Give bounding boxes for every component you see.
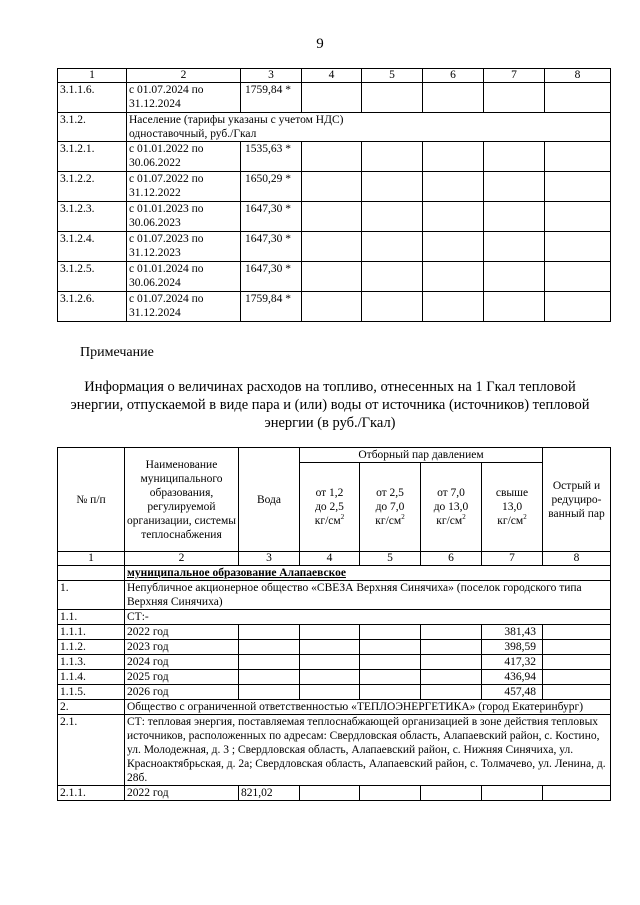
row-number: 1.1.3. xyxy=(58,655,125,670)
col-number: 3 xyxy=(241,69,302,83)
col-number: 7 xyxy=(484,69,545,83)
info-title: Информация о величинах расходов на топливо, отнесенных на 1 Гкал тепловой энергии, отпускаемой в виде пара и (или) воды от источника (источников) тепловой энергии (в руб./Гкал) xyxy=(70,379,590,431)
row-number: 2.1. xyxy=(58,715,125,786)
system-row xyxy=(58,610,611,625)
col-number: 4 xyxy=(302,69,362,83)
row-number: 1.1.5. xyxy=(58,685,125,700)
tariff-value: 1759,84 * xyxy=(241,83,302,113)
municipality-row xyxy=(58,566,611,581)
header-pressure-4: свыше 13,0 $кг/см^2$ xyxy=(482,463,543,552)
org-name: Непубличное акционерное общество «СВЕЗА Верхняя Синячиха» (поселок городского типа Верхняя Синячиха) xyxy=(125,581,611,610)
period-cell: с 01.07.2024 по 31.12.2024 xyxy=(127,83,241,113)
value-cell: 457,48 xyxy=(482,685,543,700)
header-name: Наименование муниципального образования, регулируемой организации, системы теплоснабжения xyxy=(125,448,239,552)
table-header-row xyxy=(58,448,611,463)
table-header-row xyxy=(58,69,611,83)
tariff-table xyxy=(57,68,611,322)
table-row xyxy=(58,172,611,202)
note-label: Примечание xyxy=(80,345,154,360)
municipality-name: муниципальное образование Алапаевское xyxy=(127,567,346,579)
org-row xyxy=(58,700,611,715)
population-label: Население (тарифы указаны с учетом НДС) xyxy=(127,113,362,128)
table-row xyxy=(58,232,611,262)
period-cell: с 01.01.2023 по 30.06.2023 xyxy=(127,202,241,232)
row-number: 2.1.1. xyxy=(58,786,125,801)
table-row xyxy=(58,655,611,670)
row-number: 2. xyxy=(58,700,125,715)
row-number: 3.1.2. xyxy=(58,113,127,142)
col-number: 1 xyxy=(58,69,127,83)
header-water: Вода xyxy=(239,448,300,552)
table-row xyxy=(58,670,611,685)
table-row xyxy=(58,640,611,655)
row-number: 3.1.2.1. xyxy=(58,142,127,172)
table-row xyxy=(58,262,611,292)
year-cell: 2022 год xyxy=(125,786,239,801)
period-cell: с 01.07.2023 по 31.12.2023 xyxy=(127,232,241,262)
table-row xyxy=(58,142,611,172)
header-pressure-1: от 1,2 до 2,5 $кг/см^2$ xyxy=(300,463,360,552)
row-number: 1.1.1. xyxy=(58,625,125,640)
table-row xyxy=(58,786,611,801)
population-rate-type: одноставочный, руб./Гкал xyxy=(127,127,362,142)
system-name: СТ:- xyxy=(125,610,611,625)
system-row xyxy=(58,715,611,786)
tariff-value: 1647,30 * xyxy=(241,202,302,232)
tariff-value: 1647,30 * xyxy=(241,262,302,292)
org-name: Общество с ограниченной ответственностью «ТЕПЛОЭНЕРГЕТИКА» (город Екатеринбург) xyxy=(125,700,611,715)
tariff-value: 1647,30 * xyxy=(241,232,302,262)
column-number-row: 1 2 3 4 5 6 7 8 xyxy=(58,552,611,566)
table-row xyxy=(58,202,611,232)
value-cell: 398,59 xyxy=(482,640,543,655)
row-number: 1.1.2. xyxy=(58,640,125,655)
period-cell: с 01.01.2022 по 30.06.2022 xyxy=(127,142,241,172)
row-number: 1.1.4. xyxy=(58,670,125,685)
tariff-value: 1535,63 * xyxy=(241,142,302,172)
header-steam-group: Отборный пар давлением xyxy=(300,448,543,463)
row-number: 3.1.2.6. xyxy=(58,292,127,322)
col-number: 2 xyxy=(127,69,241,83)
tariff-value: 1759,84 * xyxy=(241,292,302,322)
org-row xyxy=(58,581,611,610)
row-number: 1.1. xyxy=(58,610,125,625)
period-cell: с 01.07.2024 по 31.12.2024 xyxy=(127,292,241,322)
year-cell: 2023 год xyxy=(125,640,239,655)
year-cell: 2026 год xyxy=(125,685,239,700)
col-number: 6 xyxy=(423,69,484,83)
table-row xyxy=(58,127,611,142)
year-cell: 2024 год xyxy=(125,655,239,670)
col-number: 8 xyxy=(545,69,611,83)
header-sharp-steam: Острый и редуциро-ванный пар xyxy=(543,448,611,552)
year-cell: 2022 год xyxy=(125,625,239,640)
row-number: 3.1.2.5. xyxy=(58,262,127,292)
header-pressure-3: от 7,0 до 13,0 $кг/см^2$ xyxy=(421,463,482,552)
row-number: 3.1.2.2. xyxy=(58,172,127,202)
value-cell: 436,94 xyxy=(482,670,543,685)
water-value: 821,02 xyxy=(239,786,300,801)
table-row xyxy=(58,83,611,113)
row-number: 3.1.2.4. xyxy=(58,232,127,262)
period-cell: с 01.01.2024 по 30.06.2024 xyxy=(127,262,241,292)
period-cell: с 01.07.2022 по 31.12.2022 xyxy=(127,172,241,202)
fuel-cost-table xyxy=(57,447,611,801)
table-row xyxy=(58,625,611,640)
row-number: 1. xyxy=(58,581,125,610)
tariff-value: 1650,29 * xyxy=(241,172,302,202)
system-name: СТ: тепловая энергия, поставляемая теплоснабжающей организацией в зоне действия тепловых источников, расположенных по адресам: Свердловская область, Алапаевский район, с. Костино, ул. Молодежная, д. 3 ; Свердловская область, Алапаевский район, с. Нижняя Синячиха, ул. Красноактябрьская, д. 2а; Свердловская область, Алапаевский район, с. Толмачево, ул. Ленина, д. 28б. xyxy=(125,715,611,786)
value-cell: 381,43 xyxy=(482,625,543,640)
table-row xyxy=(58,113,611,128)
year-cell: 2025 год xyxy=(125,670,239,685)
table-row xyxy=(58,685,611,700)
col-number: 5 xyxy=(362,69,423,83)
row-number: 3.1.1.6. xyxy=(58,83,127,113)
row-number: 3.1.2.3. xyxy=(58,202,127,232)
header-pressure-2: от 2,5 до 7,0 $кг/см^2$ xyxy=(360,463,421,552)
header-num: № п/п xyxy=(58,448,125,552)
value-cell: 417,32 xyxy=(482,655,543,670)
page-number: 9 xyxy=(316,36,324,52)
table-row xyxy=(58,292,611,322)
